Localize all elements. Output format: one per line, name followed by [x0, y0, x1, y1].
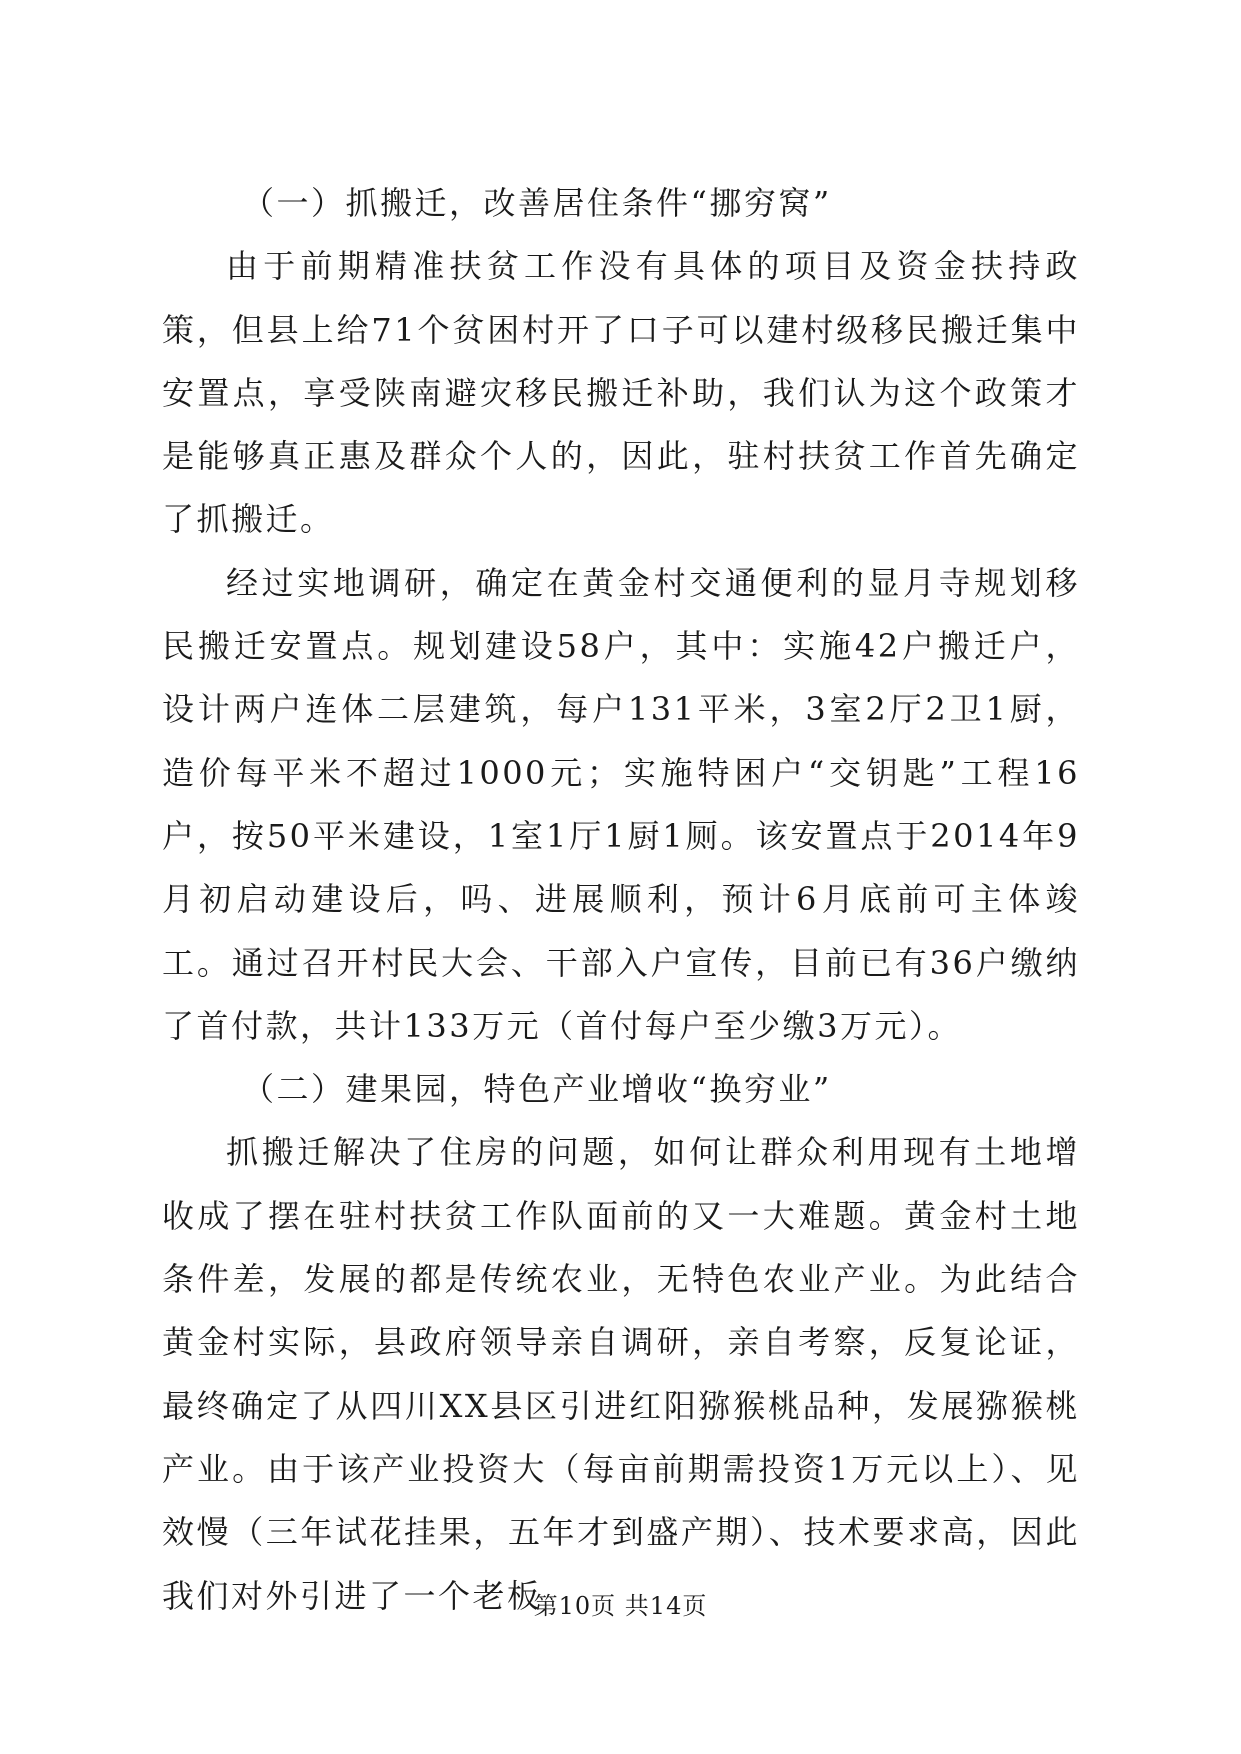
paragraph-2: 经过实地调研，确定在黄金村交通便利的显月寺规划移民搬迁安置点。规划建设58户，其中：实施42户搬迁户，设计两户连体二层建筑，每户131平米，3室2厅2卫1厨，造价每平米不超过1000元；实施特困户“交钥匙”工程16户，按50平米建设，1室1厅1厨1厕。该安置点于2014年9月初启动建设后，吗、进展顺利，预计6月底前可主体竣工。通过召开村民大会、干部入户宣传，目前已有36户缴纳了首付款，共计133万元（首付每户至少缴3万元）。	[162, 563, 1080, 1045]
paragraph-3: 抓搬迁解决了住房的问题，如何让群众利用现有土地增收成了摆在驻村扶贫工作队面前的又一大难题。黄金村土地条件差，发展的都是传统农业，无特色农业产业。为此结合黄金村实际，县政府领导亲自调研，亲自考察，反复论证，最终确定了从四川XX县区引进红阳猕猴桃品种，发展猕猴桃产业。由于该产业投资大（每亩前期需投资1万元以上）、见效慢（三年试花挂果，五年才到盛产期）、技术要求高，因此我们对外引进了一个老板	[162, 1133, 1080, 1615]
paragraph-1: 由于前期精准扶贫工作没有具体的项目及资金扶持政策，但县上给71个贫困村开了口子可以建村级移民搬迁集中安置点，享受陕南避灾移民搬迁补助，我们认为这个政策才是能够真正惠及群众个人的，因此，驻村扶贫工作首先确定了抓搬迁。	[162, 247, 1080, 539]
section-heading-2: （二）建果园，特色产业增收“换穷业”	[242, 1070, 832, 1109]
document-body	[162, 172, 1080, 1628]
section-heading-1: （一）抓搬迁，改善居住条件“挪穷窝”	[242, 184, 832, 222]
page-number-footer: 第10页 共14页	[533, 1592, 708, 1620]
